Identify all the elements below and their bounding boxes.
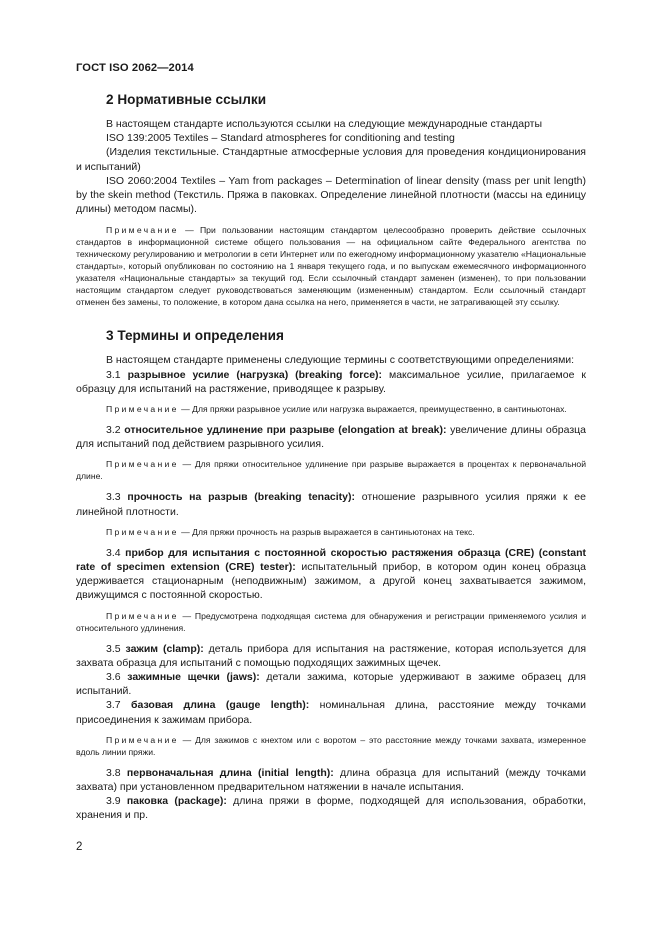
term-3-4: 3.4 прибор для испытания с постоянной скоростью растяжения образца (CRE) (constant rate of specimen extension (CRE) tester): испытательный прибор, в котором один конец образца удерживается стационарным (неподвижным) зажимом, а другой конец захватывается зажимом, движущимся с постоянной скоростью. bbox=[76, 546, 586, 602]
note-label: Примечание bbox=[106, 225, 179, 236]
paragraph: ISO 139:2005 Textiles – Standard atmospheres for conditioning and testing bbox=[106, 132, 455, 145]
note: Примечание — Для пряжи разрывное усилие или нагрузка выражается, преимущественно, в сантиньютонах. bbox=[106, 404, 567, 415]
note bbox=[76, 224, 586, 308]
term-3-7: 3.7 базовая длина (gauge length): номинальная длина, расстояние между точками присоединения к зажимам прибора. bbox=[76, 699, 586, 726]
page-number: 2 bbox=[76, 841, 83, 853]
note: Примечание — Предусмотрена подходящая система для обнаружения и регистрации применяемого усилия и относительного удлинения. bbox=[76, 610, 586, 633]
term-3-8: 3.8 первоначальная длина (initial length): длина образца для испытаний (между точками захвата) при установленном предварительном натяжении в начале испытания. bbox=[76, 766, 587, 794]
paragraph: (Изделия текстильные. Стандартные атмосферные условия для проведения кондиционирования и испытаний) bbox=[76, 146, 586, 173]
note: Примечание — Для пряжи прочность на разрыв выражается в сантиньютонах на текс. bbox=[106, 526, 475, 537]
page-content bbox=[76, 92, 586, 823]
note: Примечание — Для пряжи относительное удлинение при разрыве выражается в процентах к первоначальной длине. bbox=[76, 459, 586, 482]
paragraph: В настоящем стандарте применены следующие термины с соответствующими определениями: bbox=[106, 354, 575, 367]
term-3-1: 3.1 разрывное усилие (нагрузка) (breaking force): максимальное усилие, прилагаемое к образцу для испытаний на растяжение, приводящее к разрыву. bbox=[76, 368, 587, 395]
section-3-title: 3 Термины и определения bbox=[106, 328, 284, 344]
note: Примечание — Для зажимов с кнехтом или с воротом – это расстояние между точками захвата, измеренное вдоль линии пряжи. bbox=[76, 734, 586, 757]
term-3-9: 3.9 паковка (package): длина пряжи в форме, подходящей для использования, обработки, хранения и пр. bbox=[76, 795, 587, 822]
term-3-6: 3.6 зажимные щечки (jaws): детали зажима, которые удерживают в зажиме образец для испытаний. bbox=[76, 671, 586, 698]
term-3-3: 3.3 прочность на разрыв (breaking tenacity): отношение разрывного усилия пряжи к ее линейной плотности. bbox=[76, 491, 586, 518]
running-header: ГОСТ ISO 2062—2014 bbox=[76, 62, 194, 74]
section-2-title: 2 Нормативные ссылки bbox=[106, 92, 267, 107]
paragraph: В настоящем стандарте используются ссылки на следующие международные стандарты bbox=[106, 118, 543, 130]
term-3-5: 3.5 зажим (clamp): деталь прибора для испытания на растяжение, которая используется для захвата образца для испытаний с помощью подходящих зажимных щечек. bbox=[76, 642, 587, 669]
paragraph: ISO 2060:2004 Textiles – Yam from packages – Determination of linear density (mass per unit length) by the skein method (Текстиль. Пряжа в паковках. Определение линейной плотности (массы на единицу длины) методом пасмы). bbox=[76, 174, 586, 216]
note-text: — При пользовании настоящим стандартом целесообразно проверить действие ссылочных стандартов в информационной системе общего пользования — на официальном сайте Федерального агентства по техническому регулированию и метрологии в сети Интернет или по ежегодному информационному указателю «Национальные стандарты», который опубликован по состоянию на 1 января текущего года, и по выпускам ежемесячного информационного указателя «Национальные стандарты» за текущий год. Если ссылочный стандарт заменен (изменен), то при пользовании настоящим стандартом следует руководствоваться заменяющим (измененным) стандартом. Если ссылочный стандарт отменен без замены, то положение, в котором дана ссылка на него, применяется в части, не затрагивающей эту ссылку. bbox=[76, 225, 586, 308]
term-3-2: 3.2 относительное удлинение при разрыве (elongation at break): увеличение длины образца для испытаний под действием разрывного усилия. bbox=[76, 424, 586, 451]
